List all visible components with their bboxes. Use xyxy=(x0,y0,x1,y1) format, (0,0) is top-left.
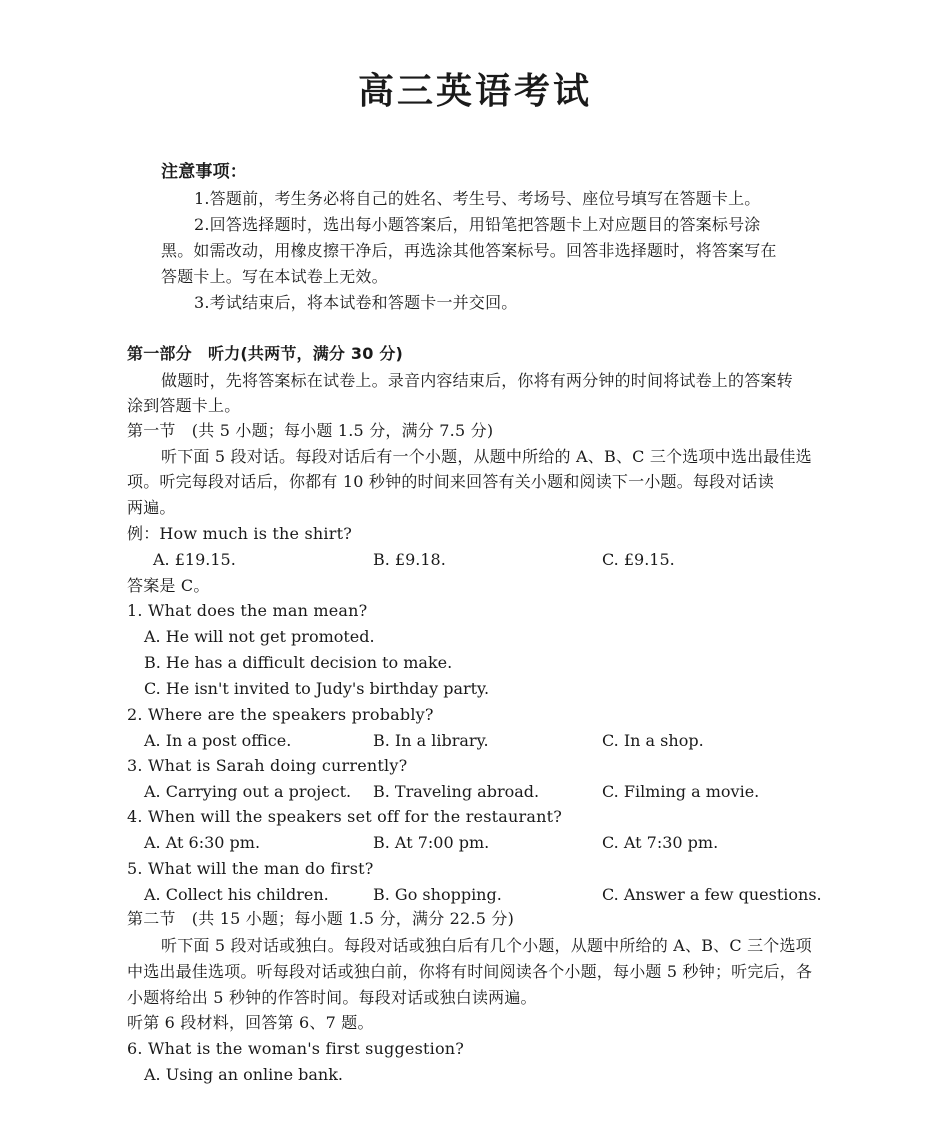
question-4: 4. When will the speakers set off for the restaurant? xyxy=(127,807,562,826)
question-1-option-b: B. He has a difficult decision to make. xyxy=(144,653,453,672)
question-3-option-a: A. Carrying out a project. xyxy=(144,782,352,801)
section1-instruction-line: 项。听完每段对话后，你都有 10 秒钟的时间来回答有关小题和阅读下一小题。每段对话读 xyxy=(127,472,774,491)
question-2-option-a: A. In a post office. xyxy=(144,731,292,750)
section2-instruction-line: 听下面 5 段对话或独白。每段对话或独白后有几个小题，从题中所给的 A、B、C 三个选项 xyxy=(161,936,812,955)
part1-intro-line: 做题时，先将答案标在试卷上。录音内容结束后，你将有两分钟的时间将试卷上的答案转 xyxy=(161,371,793,390)
question-4-option-b: B. At 7:00 pm. xyxy=(373,833,490,852)
question-2-option-b: B. In a library. xyxy=(373,731,489,750)
example-question: 例：How much is the shirt? xyxy=(127,524,352,543)
part1-heading: 第一部分 听力(共两节，满分 30 分) xyxy=(127,344,404,363)
question-3: 3. What is Sarah doing currently? xyxy=(127,756,408,775)
material-6-heading: 听第 6 段材料，回答第 6、7 题。 xyxy=(127,1013,374,1032)
example-option-a: A. £19.15. xyxy=(153,550,236,569)
notice-line: 黑。如需改动，用橡皮擦干净后，再选涂其他答案标号。回答非选择题时，将答案写在 xyxy=(161,241,777,260)
question-5-option-b: B. Go shopping. xyxy=(373,885,502,904)
question-5-option-c: C. Answer a few questions. xyxy=(602,885,822,904)
question-6: 6. What is the woman's first suggestion? xyxy=(127,1039,465,1058)
question-4-option-c: C. At 7:30 pm. xyxy=(602,833,719,852)
question-2: 2. Where are the speakers probably? xyxy=(127,705,434,724)
question-6-option-a: A. Using an online bank. xyxy=(144,1065,343,1084)
section1-heading: 第一节 (共 5 小题；每小题 1.5 分，满分 7.5 分) xyxy=(127,421,494,440)
question-3-option-b: B. Traveling abroad. xyxy=(373,782,540,801)
question-2-option-c: C. In a shop. xyxy=(602,731,704,750)
part1-intro-line: 涂到答题卡上。 xyxy=(127,396,241,415)
question-1-option-c: C. He isn't invited to Judy's birthday party. xyxy=(144,679,490,698)
question-1: 1. What does the man mean? xyxy=(127,601,368,620)
notice-line: 2.回答选择题时，选出每小题答案后，用铅笔把答题卡上对应题目的答案标号涂 xyxy=(194,215,761,234)
section2-instruction-line: 中选出最佳选项。听每段对话或独白前，你将有时间阅读各个小题，每小题 5 秒钟；听完后，各 xyxy=(127,962,813,981)
section2-heading: 第二节 (共 15 小题；每小题 1.5 分，满分 22.5 分) xyxy=(127,909,515,928)
example-option-c: C. £9.15. xyxy=(602,550,675,569)
section2-instruction-line: 小题将给出 5 秒钟的作答时间。每段对话或独白读两遍。 xyxy=(127,988,537,1007)
question-5-option-a: A. Collect his children. xyxy=(144,885,329,904)
question-1-option-a: A. He will not get promoted. xyxy=(144,627,375,646)
notice-line: 1.答题前，考生务必将自己的姓名、考生号、考场号、座位号填写在答题卡上。 xyxy=(194,189,761,208)
notice-line: 答题卡上。写在本试卷上无效。 xyxy=(161,267,388,286)
notice-line: 3.考试结束后，将本试卷和答题卡一并交回。 xyxy=(194,293,518,312)
section1-instruction-line: 听下面 5 段对话。每段对话后有一个小题，从题中所给的 A、B、C 三个选项中选出最佳选 xyxy=(161,447,812,466)
exam-title: 高三英语考试 xyxy=(357,71,592,112)
example-option-b: B. £9.18. xyxy=(373,550,446,569)
example-answer: 答案是 C。 xyxy=(127,576,210,595)
question-4-option-a: A. At 6:30 pm. xyxy=(144,833,261,852)
question-3-option-c: C. Filming a movie. xyxy=(602,782,760,801)
notice-heading: 注意事项： xyxy=(161,162,247,182)
section1-instruction-line: 两遍。 xyxy=(127,498,176,517)
question-5: 5. What will the man do first? xyxy=(127,859,374,878)
